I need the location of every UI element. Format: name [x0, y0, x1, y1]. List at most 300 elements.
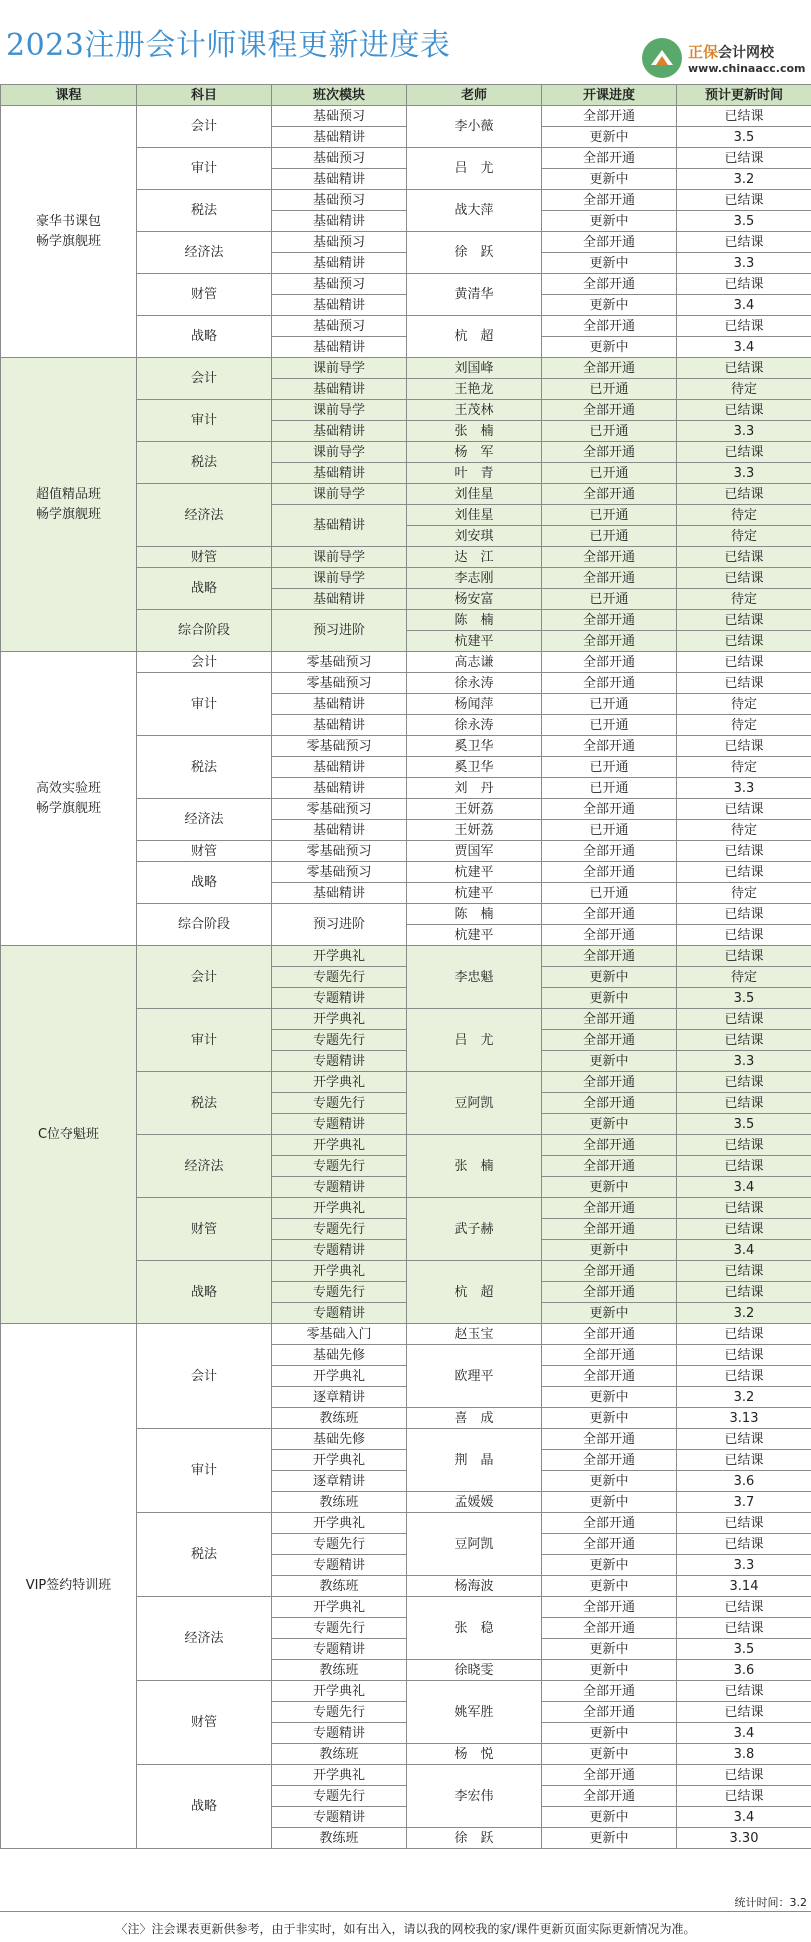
logo-icon: [642, 38, 682, 78]
teacher-cell: 姚军胜: [407, 1681, 542, 1744]
progress-cell: 全部开通: [542, 1324, 677, 1345]
header: [0, 0, 811, 84]
teacher-cell: 欧理平: [407, 1345, 542, 1408]
progress-cell: 已开通: [542, 589, 677, 610]
module-cell: 开学典礼: [272, 1135, 407, 1156]
progress-cell: 全部开通: [542, 484, 677, 505]
subject-cell: 审计: [137, 400, 272, 442]
teacher-cell: 张 楠: [407, 421, 542, 442]
progress-cell: 更新中: [542, 1723, 677, 1744]
progress-cell: 全部开通: [542, 568, 677, 589]
module-cell: 预习进阶: [272, 904, 407, 946]
teacher-cell: 奚卫华: [407, 757, 542, 778]
progress-cell: 更新中: [542, 127, 677, 148]
progress-cell: 全部开通: [542, 841, 677, 862]
update-time-cell: 已结课: [677, 1597, 811, 1618]
module-cell: 逐章精讲: [272, 1387, 407, 1408]
update-time-cell: 3.14: [677, 1576, 811, 1597]
update-time-cell: 已结课: [677, 316, 811, 337]
module-cell: 预习进阶: [272, 610, 407, 652]
module-cell: 基础精讲: [272, 295, 407, 316]
update-time-cell: 已结课: [677, 1618, 811, 1639]
update-time-cell: 3.8: [677, 1744, 811, 1765]
teacher-cell: 杭 超: [407, 1261, 542, 1324]
update-time-cell: 已结课: [677, 862, 811, 883]
module-cell: 基础精讲: [272, 337, 407, 358]
update-time-cell: 3.6: [677, 1660, 811, 1681]
progress-cell: 更新中: [542, 1828, 677, 1849]
module-cell: 基础预习: [272, 148, 407, 169]
module-cell: 开学典礼: [272, 1513, 407, 1534]
module-cell: 专题精讲: [272, 1723, 407, 1744]
progress-cell: 全部开通: [542, 1450, 677, 1471]
subject-cell: 战略: [137, 1261, 272, 1324]
update-time-cell: 3.4: [677, 337, 811, 358]
progress-cell: 全部开通: [542, 148, 677, 169]
module-cell: 专题先行: [272, 1786, 407, 1807]
teacher-cell: 达 江: [407, 547, 542, 568]
progress-cell: 更新中: [542, 211, 677, 232]
update-time-cell: 已结课: [677, 400, 811, 421]
progress-cell: 全部开通: [542, 1786, 677, 1807]
update-time-cell: 已结课: [677, 484, 811, 505]
module-cell: 基础精讲: [272, 715, 407, 736]
teacher-cell: 战大萍: [407, 190, 542, 232]
update-time-cell: 已结课: [677, 736, 811, 757]
progress-cell: 全部开通: [542, 106, 677, 127]
update-time-cell: 已结课: [677, 1513, 811, 1534]
progress-cell: 全部开通: [542, 673, 677, 694]
teacher-cell: 杭建平: [407, 925, 542, 946]
teacher-cell: 杭建平: [407, 862, 542, 883]
update-time-cell: 已结课: [677, 1765, 811, 1786]
module-cell: 教练班: [272, 1660, 407, 1681]
module-cell: 基础精讲: [272, 778, 407, 799]
teacher-cell: 武子赫: [407, 1198, 542, 1261]
progress-cell: 已开通: [542, 820, 677, 841]
teacher-cell: 荆 晶: [407, 1429, 542, 1492]
update-time-cell: 已结课: [677, 1345, 811, 1366]
update-time-cell: 待定: [677, 694, 811, 715]
progress-cell: 已开通: [542, 463, 677, 484]
progress-cell: 更新中: [542, 1555, 677, 1576]
progress-cell: 全部开通: [542, 925, 677, 946]
module-cell: 开学典礼: [272, 1681, 407, 1702]
update-time-cell: 已结课: [677, 1030, 811, 1051]
update-time-cell: 3.3: [677, 1051, 811, 1072]
update-time-cell: 3.3: [677, 421, 811, 442]
update-time-cell: 待定: [677, 757, 811, 778]
subject-cell: 审计: [137, 1429, 272, 1513]
progress-cell: 全部开通: [542, 1156, 677, 1177]
update-time-cell: 已结课: [677, 1786, 811, 1807]
brand-logo: [642, 36, 810, 80]
module-cell: 教练班: [272, 1828, 407, 1849]
progress-cell: 全部开通: [542, 862, 677, 883]
progress-cell: 更新中: [542, 1303, 677, 1324]
progress-cell: 全部开通: [542, 652, 677, 673]
course-cell: 高效实验班 畅学旗舰班: [1, 652, 137, 946]
progress-cell: 全部开通: [542, 1597, 677, 1618]
teacher-cell: 王艳龙: [407, 379, 542, 400]
progress-cell: 全部开通: [542, 736, 677, 757]
module-cell: 基础精讲: [272, 694, 407, 715]
progress-cell: 全部开通: [542, 1198, 677, 1219]
course-cell: C位夺魁班: [1, 946, 137, 1324]
module-cell: 零基础预习: [272, 736, 407, 757]
module-cell: 专题先行: [272, 1093, 407, 1114]
subject-cell: 会计: [137, 106, 272, 148]
update-time-cell: 已结课: [677, 1282, 811, 1303]
progress-cell: 更新中: [542, 1051, 677, 1072]
progress-cell: 已开通: [542, 778, 677, 799]
module-cell: 基础精讲: [272, 127, 407, 148]
teacher-cell: 杭建平: [407, 883, 542, 904]
progress-cell: 已开通: [542, 757, 677, 778]
subject-cell: 经济法: [137, 484, 272, 547]
progress-cell: 更新中: [542, 1387, 677, 1408]
subject-cell: 会计: [137, 1324, 272, 1429]
progress-cell: 全部开通: [542, 400, 677, 421]
module-cell: 零基础预习: [272, 799, 407, 820]
table-row: [1, 106, 811, 127]
progress-cell: 全部开通: [542, 1702, 677, 1723]
progress-cell: 更新中: [542, 1114, 677, 1135]
teacher-cell: 杭建平: [407, 631, 542, 652]
update-time-cell: 已结课: [677, 148, 811, 169]
subject-cell: 税法: [137, 442, 272, 484]
teacher-cell: 杨 军: [407, 442, 542, 463]
update-time-cell: 3.2: [677, 1303, 811, 1324]
progress-cell: 更新中: [542, 988, 677, 1009]
progress-cell: 更新中: [542, 253, 677, 274]
column-header: 班次模块: [272, 85, 407, 106]
teacher-cell: 杨安富: [407, 589, 542, 610]
module-cell: 逐章精讲: [272, 1471, 407, 1492]
teacher-cell: 杨海波: [407, 1576, 542, 1597]
column-header: 科目: [137, 85, 272, 106]
update-time-cell: 已结课: [677, 1219, 811, 1240]
progress-cell: 已开通: [542, 421, 677, 442]
subject-cell: 经济法: [137, 1597, 272, 1681]
update-time-cell: 3.3: [677, 463, 811, 484]
update-time-cell: 已结课: [677, 274, 811, 295]
update-time-cell: 待定: [677, 379, 811, 400]
teacher-cell: 杭 超: [407, 316, 542, 358]
column-header: 老师: [407, 85, 542, 106]
module-cell: 基础精讲: [272, 253, 407, 274]
teacher-cell: 喜 成: [407, 1408, 542, 1429]
module-cell: 专题先行: [272, 1618, 407, 1639]
subject-cell: 财管: [137, 1198, 272, 1261]
module-cell: 零基础入门: [272, 1324, 407, 1345]
update-time-cell: 已结课: [677, 1366, 811, 1387]
module-cell: 课前导学: [272, 442, 407, 463]
update-time-cell: 已结课: [677, 841, 811, 862]
teacher-cell: 张 稳: [407, 1597, 542, 1660]
module-cell: 开学典礼: [272, 1009, 407, 1030]
progress-cell: 更新中: [542, 967, 677, 988]
update-time-cell: 待定: [677, 589, 811, 610]
module-cell: 开学典礼: [272, 1765, 407, 1786]
update-time-cell: 已结课: [677, 442, 811, 463]
progress-cell: 已开通: [542, 379, 677, 400]
module-cell: 课前导学: [272, 484, 407, 505]
teacher-cell: 杨 悦: [407, 1744, 542, 1765]
progress-cell: 全部开通: [542, 1219, 677, 1240]
progress-cell: 全部开通: [542, 1681, 677, 1702]
update-time-cell: 已结课: [677, 1702, 811, 1723]
module-cell: 开学典礼: [272, 1450, 407, 1471]
module-cell: 专题精讲: [272, 1639, 407, 1660]
divider: [0, 1911, 811, 1912]
progress-cell: 全部开通: [542, 190, 677, 211]
subject-cell: 经济法: [137, 799, 272, 841]
table-row: [1, 358, 811, 379]
module-cell: 基础精讲: [272, 169, 407, 190]
module-cell: 零基础预习: [272, 862, 407, 883]
progress-cell: 更新中: [542, 1240, 677, 1261]
progress-cell: 全部开通: [542, 547, 677, 568]
progress-cell: 更新中: [542, 1177, 677, 1198]
module-cell: 基础预习: [272, 232, 407, 253]
progress-cell: 已开通: [542, 883, 677, 904]
progress-cell: 已开通: [542, 526, 677, 547]
update-time-cell: 3.4: [677, 1807, 811, 1828]
teacher-cell: 高志谦: [407, 652, 542, 673]
module-cell: 专题先行: [272, 967, 407, 988]
teacher-cell: 徐晓雯: [407, 1660, 542, 1681]
progress-cell: 更新中: [542, 169, 677, 190]
module-cell: 专题精讲: [272, 1114, 407, 1135]
progress-cell: 更新中: [542, 1744, 677, 1765]
update-time-cell: 已结课: [677, 190, 811, 211]
column-header: 课程: [1, 85, 137, 106]
module-cell: 教练班: [272, 1408, 407, 1429]
module-cell: 基础预习: [272, 274, 407, 295]
teacher-cell: 刘佳星: [407, 484, 542, 505]
teacher-cell: 李小薇: [407, 106, 542, 148]
progress-cell: 全部开通: [542, 274, 677, 295]
module-cell: 课前导学: [272, 400, 407, 421]
teacher-cell: 徐 跃: [407, 1828, 542, 1849]
subject-cell: 战略: [137, 1765, 272, 1849]
update-time-cell: 3.4: [677, 1240, 811, 1261]
progress-cell: 更新中: [542, 337, 677, 358]
update-time-cell: 已结课: [677, 1009, 811, 1030]
module-cell: 基础精讲: [272, 757, 407, 778]
module-cell: 专题精讲: [272, 1177, 407, 1198]
course-cell: VIP签约特训班: [1, 1324, 137, 1849]
teacher-cell: 李志刚: [407, 568, 542, 589]
progress-cell: 更新中: [542, 1576, 677, 1597]
module-cell: 基础精讲: [272, 589, 407, 610]
progress-cell: 全部开通: [542, 799, 677, 820]
update-time-cell: 已结课: [677, 1135, 811, 1156]
progress-cell: 全部开通: [542, 1345, 677, 1366]
update-time-cell: 已结课: [677, 1681, 811, 1702]
module-cell: 教练班: [272, 1576, 407, 1597]
progress-cell: 全部开通: [542, 904, 677, 925]
subject-cell: 财管: [137, 841, 272, 862]
progress-cell: 全部开通: [542, 946, 677, 967]
teacher-cell: 杨闻萍: [407, 694, 542, 715]
update-time-cell: 3.7: [677, 1492, 811, 1513]
progress-cell: 全部开通: [542, 610, 677, 631]
module-cell: 专题精讲: [272, 1303, 407, 1324]
progress-cell: 全部开通: [542, 1135, 677, 1156]
teacher-cell: 刘佳星: [407, 505, 542, 526]
update-time-cell: 待定: [677, 505, 811, 526]
update-time-cell: 待定: [677, 883, 811, 904]
update-time-cell: 3.3: [677, 1555, 811, 1576]
subject-cell: 财管: [137, 274, 272, 316]
update-time-cell: 已结课: [677, 799, 811, 820]
update-time-cell: 3.5: [677, 1114, 811, 1135]
subject-cell: 战略: [137, 862, 272, 904]
update-time-cell: 已结课: [677, 1198, 811, 1219]
logo-name: 正保会计网校: [688, 43, 775, 61]
update-time-cell: 3.4: [677, 295, 811, 316]
update-time-cell: 3.6: [677, 1471, 811, 1492]
module-cell: 基础精讲: [272, 379, 407, 400]
update-time-cell: 已结课: [677, 1450, 811, 1471]
update-time-cell: 已结课: [677, 232, 811, 253]
progress-cell: 全部开通: [542, 1072, 677, 1093]
module-cell: 开学典礼: [272, 946, 407, 967]
table-row: [1, 946, 811, 967]
progress-cell: 更新中: [542, 1471, 677, 1492]
update-time-cell: 已结课: [677, 1156, 811, 1177]
teacher-cell: 徐永涛: [407, 715, 542, 736]
progress-cell: 全部开通: [542, 232, 677, 253]
module-cell: 基础预习: [272, 106, 407, 127]
teacher-cell: 豆阿凯: [407, 1513, 542, 1576]
teacher-cell: 吕 尤: [407, 1009, 542, 1072]
subject-cell: 税法: [137, 736, 272, 799]
update-time-cell: 已结课: [677, 1324, 811, 1345]
progress-cell: 全部开通: [542, 1534, 677, 1555]
progress-cell: 更新中: [542, 1492, 677, 1513]
update-time-cell: 待定: [677, 526, 811, 547]
module-cell: 基础精讲: [272, 820, 407, 841]
teacher-cell: 张 楠: [407, 1135, 542, 1198]
update-time-cell: 待定: [677, 967, 811, 988]
progress-cell: 全部开通: [542, 1513, 677, 1534]
module-cell: 开学典礼: [272, 1072, 407, 1093]
module-cell: 基础精讲: [272, 883, 407, 904]
module-cell: 基础精讲: [272, 463, 407, 484]
progress-cell: 更新中: [542, 1639, 677, 1660]
course-cell: 豪华书课包 畅学旗舰班: [1, 106, 137, 358]
page-title: 2023注册会计师课程更新进度表: [6, 28, 451, 63]
teacher-cell: 陈 楠: [407, 904, 542, 925]
teacher-cell: 王妍荔: [407, 820, 542, 841]
progress-cell: 已开通: [542, 505, 677, 526]
update-time-cell: 3.13: [677, 1408, 811, 1429]
module-cell: 基础精讲: [272, 421, 407, 442]
teacher-cell: 黄清华: [407, 274, 542, 316]
module-cell: 基础精讲: [272, 211, 407, 232]
module-cell: 专题精讲: [272, 1240, 407, 1261]
teacher-cell: 王茂林: [407, 400, 542, 421]
footnote: 〈注〉注会课表更新供参考，由于非实时，如有出入，请以我的网校我的家/课件更新页面实际更新情况为准。: [115, 1922, 696, 1936]
module-cell: 课前导学: [272, 547, 407, 568]
teacher-cell: 李忠魁: [407, 946, 542, 1009]
subject-cell: 财管: [137, 1681, 272, 1765]
progress-cell: 全部开通: [542, 1429, 677, 1450]
update-time-cell: 已结课: [677, 106, 811, 127]
update-time-cell: 已结课: [677, 631, 811, 652]
module-cell: 专题先行: [272, 1534, 407, 1555]
teacher-cell: 叶 青: [407, 463, 542, 484]
progress-cell: 全部开通: [542, 358, 677, 379]
module-cell: 专题精讲: [272, 1807, 407, 1828]
subject-cell: 财管: [137, 547, 272, 568]
progress-cell: 更新中: [542, 1660, 677, 1681]
subject-cell: 税法: [137, 190, 272, 232]
update-time-cell: 待定: [677, 820, 811, 841]
update-time-cell: 已结课: [677, 568, 811, 589]
course-cell: 超值精品班 畅学旗舰班: [1, 358, 137, 652]
progress-cell: 更新中: [542, 1807, 677, 1828]
module-cell: 开学典礼: [272, 1597, 407, 1618]
update-time-cell: 已结课: [677, 1261, 811, 1282]
subject-cell: 综合阶段: [137, 904, 272, 946]
update-time-cell: 已结课: [677, 1072, 811, 1093]
module-cell: 零基础预习: [272, 841, 407, 862]
progress-cell: 全部开通: [542, 631, 677, 652]
module-cell: 专题精讲: [272, 1051, 407, 1072]
teacher-cell: 王妍荔: [407, 799, 542, 820]
module-cell: 基础先修: [272, 1345, 407, 1366]
module-cell: 基础精讲: [272, 505, 407, 547]
progress-cell: 更新中: [542, 1408, 677, 1429]
teacher-cell: 徐 跃: [407, 232, 542, 274]
subject-cell: 战略: [137, 568, 272, 610]
teacher-cell: 陈 楠: [407, 610, 542, 631]
update-time-cell: 3.3: [677, 253, 811, 274]
table-header-row: [1, 85, 811, 106]
teacher-cell: 刘安琪: [407, 526, 542, 547]
subject-cell: 经济法: [137, 232, 272, 274]
module-cell: 课前导学: [272, 358, 407, 379]
update-time-cell: 3.2: [677, 1387, 811, 1408]
progress-cell: 更新中: [542, 295, 677, 316]
update-time-cell: 3.5: [677, 127, 811, 148]
column-header: 开课进度: [542, 85, 677, 106]
module-cell: 专题先行: [272, 1156, 407, 1177]
subject-cell: 会计: [137, 358, 272, 400]
update-time-cell: 已结课: [677, 904, 811, 925]
subject-cell: 审计: [137, 1009, 272, 1072]
progress-cell: 全部开通: [542, 442, 677, 463]
progress-cell: 全部开通: [542, 1765, 677, 1786]
module-cell: 教练班: [272, 1492, 407, 1513]
update-time-cell: 已结课: [677, 673, 811, 694]
module-cell: 基础预习: [272, 316, 407, 337]
teacher-cell: 奚卫华: [407, 736, 542, 757]
progress-cell: 已开通: [542, 694, 677, 715]
subject-cell: 审计: [137, 148, 272, 190]
teacher-cell: 赵玉宝: [407, 1324, 542, 1345]
update-time-cell: 3.5: [677, 988, 811, 1009]
schedule-table: [0, 84, 811, 1849]
teacher-cell: 刘国峰: [407, 358, 542, 379]
update-time-cell: 3.4: [677, 1723, 811, 1744]
update-time-cell: 3.2: [677, 169, 811, 190]
module-cell: 教练班: [272, 1744, 407, 1765]
